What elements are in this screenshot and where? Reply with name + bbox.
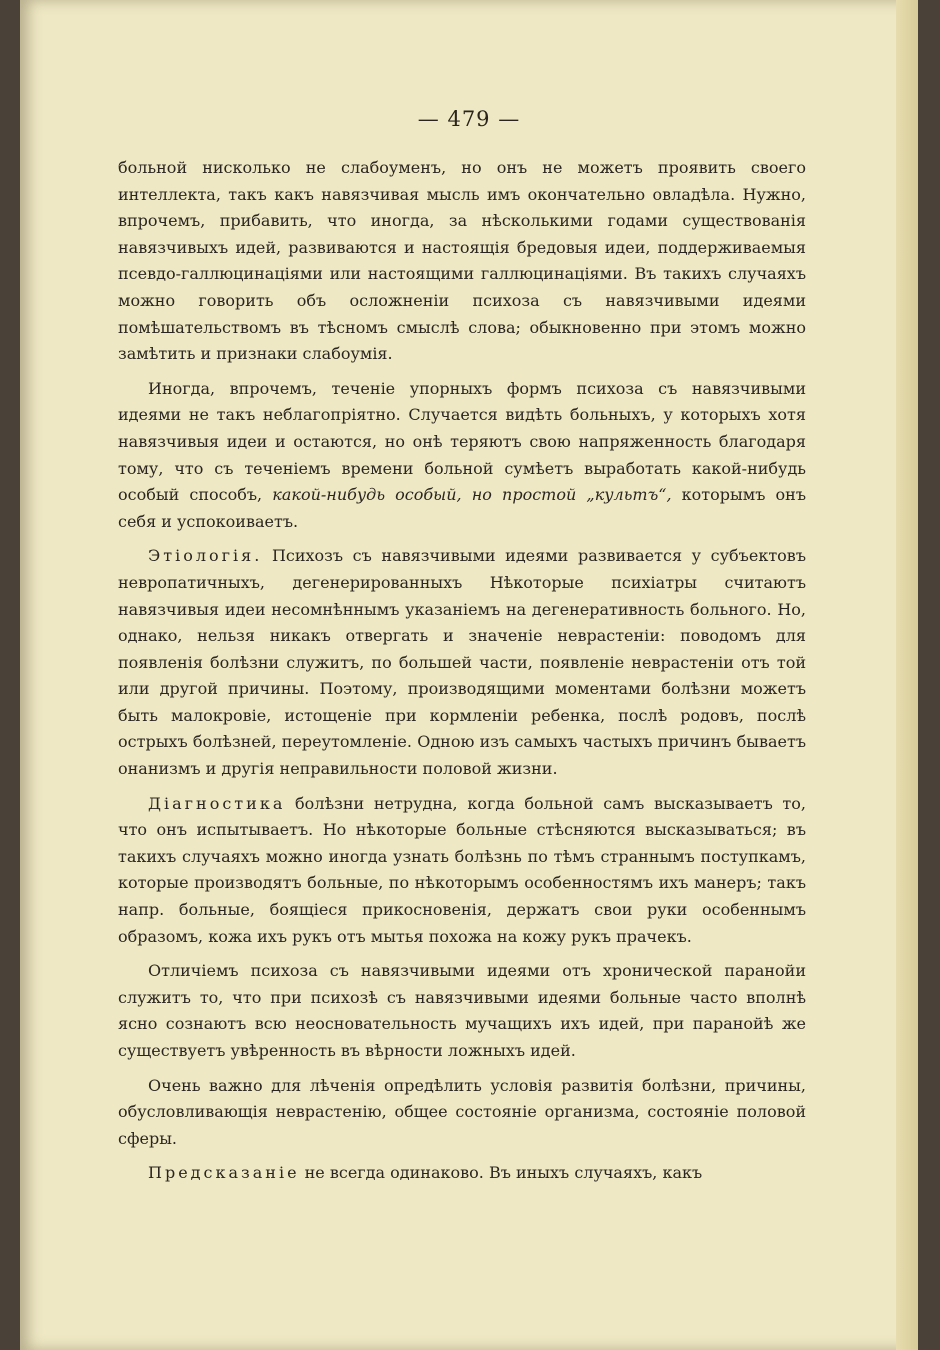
paragraph-etiology: [118, 543, 806, 782]
page-edge: [896, 0, 918, 1350]
italic-phrase: какой-нибудь особый, но простой „культъ“,: [272, 485, 672, 505]
book-page: [20, 0, 918, 1350]
body-text: [118, 155, 806, 1187]
section-heading: Этіологія.: [148, 546, 263, 566]
section-heading: Діагностика: [148, 793, 286, 813]
paragraph-text: болѣзни нетрудна, когда больной самъ высказываетъ то, что онъ испытываетъ. Но нѣкоторые больные стѣсняются высказываться; въ такихъ случаяхъ можно иногда узнать болѣзнь по тѣмъ страннымъ поступкамъ, которые производятъ больные, по нѣкоторымъ особенностямъ ихъ манеръ; такъ напр. больные, боящіеся прикосновенія, держатъ свои руки особеннымъ образомъ, кожа ихъ рукъ отъ мытья похожа на кожу рукъ прачекъ.: [118, 793, 806, 946]
paragraph-text: Очень важно для лѣченія опредѣлить условія развитія болѣзни, причины, обусловливающія неврастенію, общее состояніе организма, состояніе половой сферы.: [118, 1075, 806, 1148]
paragraph-1: [118, 155, 806, 368]
paragraph-differential: [118, 958, 806, 1064]
paragraph-tail: которымъ онъ себя и успокоиваетъ.: [118, 485, 807, 531]
paragraph-text: больной нисколько не слабоуменъ, но онъ не можетъ проявить своего интеллекта, такъ какъ навязчивая мысль имъ окончательно овладѣла. Нужно, впрочемъ, прибавить, что иногда, за нѣсколькими годами существованія навязчивыхъ идей, развиваются и настоящія бредовыя идеи, поддерживаемыя псевдо-галлюцинаціями или настоящими галлюцинаціями. Въ такихъ случаяхъ можно говорить объ осложненіи психоза съ навязчивыми идеями помѣшательствомъ въ тѣсномъ смыслѣ слова; обыкновенно при этомъ можно замѣтить и признаки слабоумія.: [118, 158, 806, 364]
section-heading: Предсказаніе: [148, 1163, 300, 1183]
paragraph-prognosis: [118, 1160, 806, 1187]
paragraph-text: Психозъ съ навязчивыми идеями развивается у субъектовъ невропатичныхъ, дегенерированныхъ Нѣкоторые психіатры считаютъ навязчивыя идеи несомнѣннымъ указаніемъ на дегенеративность больного. Но, однако, нельзя никакъ отвергать и значеніе неврастеніи: поводомъ для появленія болѣзни служитъ, по большей части, появленіе неврастеніи отъ той или другой причины. Поэтому, производящими моментами болѣзни можетъ быть малокровіе, истощеніе при кормленіи ребенка, послѣ родовъ, послѣ острыхъ болѣзней, переутомленіе. Одною изъ самыхъ частыхъ причинъ бываетъ онанизмъ и другія неправильности половой жизни.: [118, 546, 806, 779]
paragraph-treatment: [118, 1073, 806, 1153]
paragraph-2: [118, 376, 806, 536]
paragraph-text: не всегда одинаково. Въ иныхъ случаяхъ, какъ: [304, 1163, 703, 1183]
paragraph-text: Отличіемъ психоза съ навязчивыми идеями отъ хронической паранойи служитъ то, что при психозѣ съ навязчивыми идеями больные часто вполнѣ ясно сознаютъ всю неосновательность мучащихъ ихъ идей, при паранойѣ же существуетъ увѣренность въ вѣрности ложныхъ идей.: [118, 961, 806, 1060]
paragraph-diagnostics: [118, 791, 806, 951]
paragraph-text: Иногда, впрочемъ, теченіе упорныхъ формъ психоза съ навязчивыми идеями не такъ неблагопріятно. Случается видѣть больныхъ, у которыхъ хотя навязчивыя идеи и остаются, но онѣ теряютъ свою напряженность благодаря тому, что съ теченіемъ времени больной сумѣетъ выработать какой-нибудь особый способъ,: [118, 378, 806, 505]
page-number: — 479 —: [417, 107, 521, 131]
